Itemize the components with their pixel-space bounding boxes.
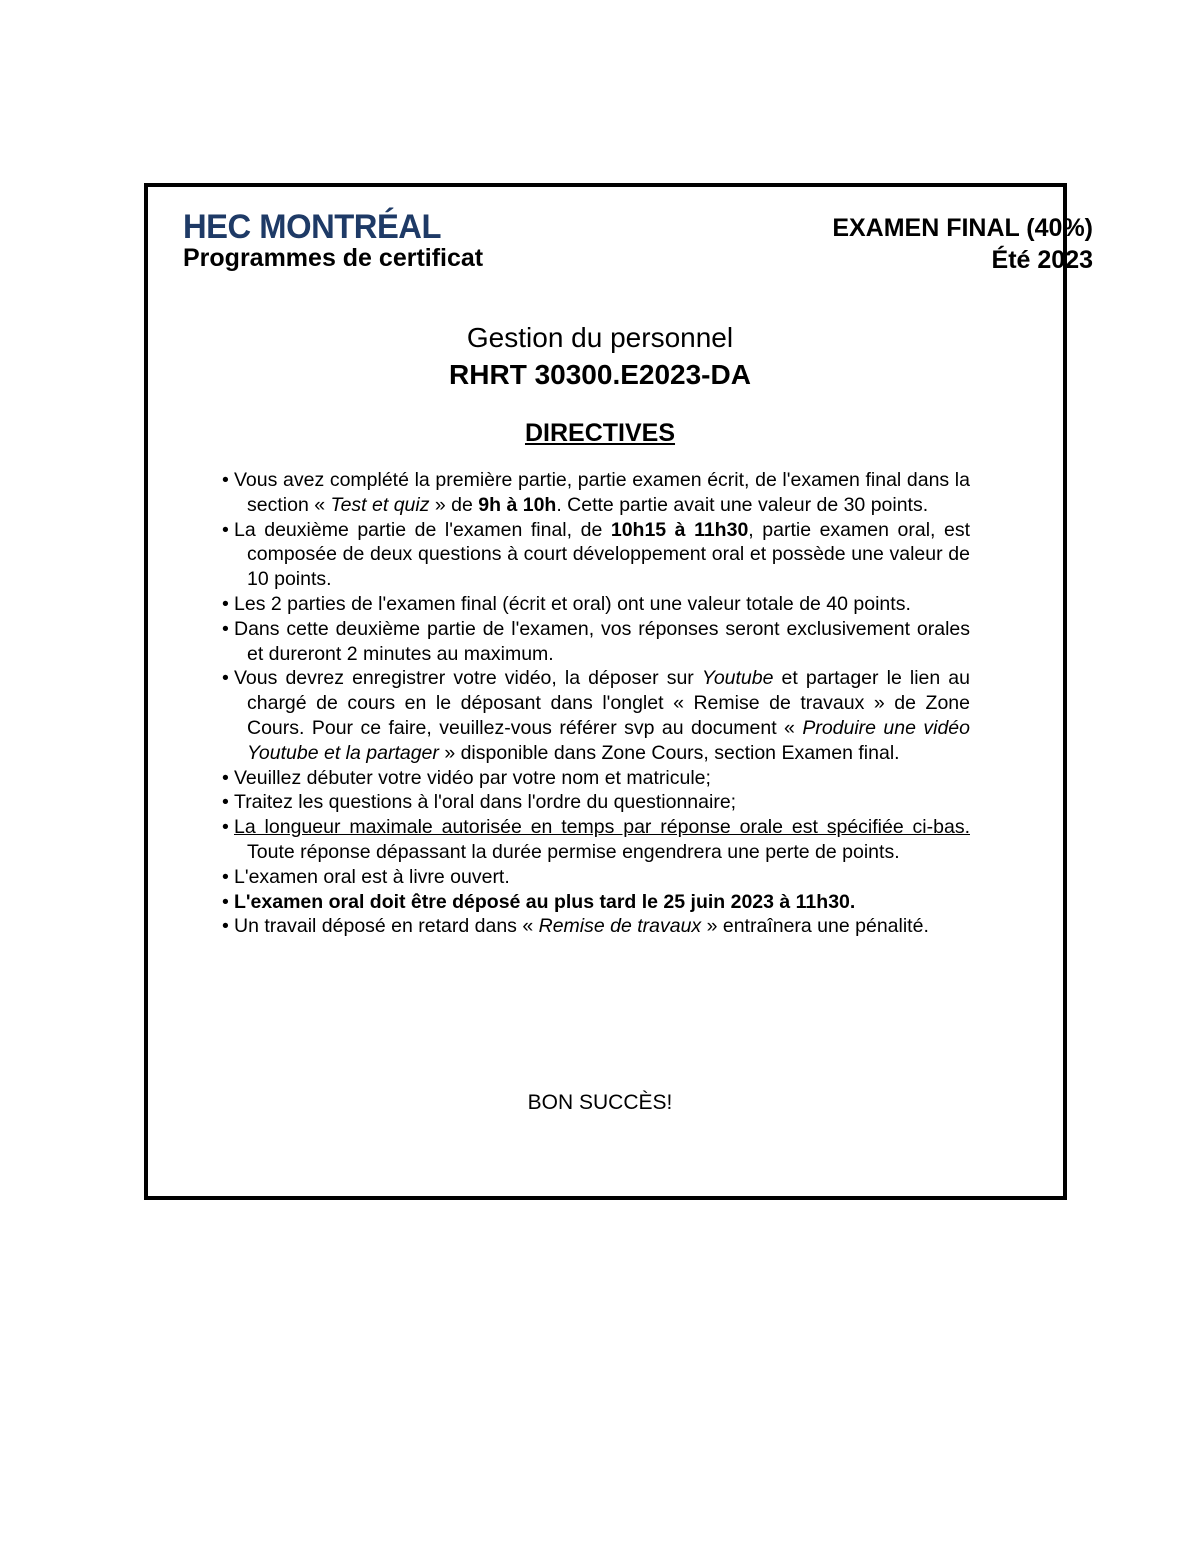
bullet-icon: • <box>222 469 229 491</box>
directive-item-8: • La longueur maximale autorisée en temps par réponse orale est spécifiée ci-bas. Toute réponse dépassant la durée permise engendrera une perte de points. <box>222 816 970 863</box>
directive-item-10: • L'examen oral doit être déposé au plus tard le 25 juin 2023 à 11h30. <box>222 890 856 913</box>
hec-montreal-logo <box>183 207 443 241</box>
exam-title: EXAMEN FINAL (40%) <box>832 214 1093 242</box>
bullet-icon: • <box>222 617 229 640</box>
bullet-icon: • <box>222 816 229 839</box>
bullet-icon: • <box>222 592 229 615</box>
course-name: Gestion du personnel <box>466 322 734 353</box>
svg-text:HEC MONTRÉAL: HEC MONTRÉAL <box>183 208 441 241</box>
program-label: Programmes de certificat <box>183 244 484 272</box>
directive-item-1: • Vous avez complété la première partie, partie examen écrit, de l'examen final dans la section « Test et quiz » de 9h à 10h. Cette partie avait une valeur de 30 points. <box>222 469 970 516</box>
bullet-icon: • <box>222 766 229 789</box>
bullet-icon: • <box>222 518 229 541</box>
directives-title: DIRECTIVES <box>524 419 676 447</box>
course-code: RHRT 30300.E2023-DA <box>449 359 751 390</box>
bullet-icon: • <box>222 667 229 690</box>
bullet-icon: • <box>222 890 229 913</box>
directives-list <box>210 468 970 939</box>
closing-message: BON SUCCÈS! <box>527 1091 673 1114</box>
directive-item-5: • Vous devrez enregistrer votre vidéo, la déposer sur Youtube et partager le lien au chargé de cours en le déposant dans l'onglet « Remise de travaux » de Zone Cours. Pour ce faire, veuillez-vous référer svp au document « Produire une vidéo Youtube et la partager » disponible dans Zone Cours, section Examen final. <box>222 667 970 764</box>
bullet-icon: • <box>222 915 229 938</box>
bullet-icon: • <box>222 791 229 814</box>
exam-session: Été 2023 <box>991 246 1093 274</box>
directive-item-11: • Un travail déposé en retard dans « Remise de travaux » entraînera une pénalité. <box>222 915 929 938</box>
directive-item-7: • Traitez les questions à l'oral dans l'ordre du questionnaire; <box>222 791 737 814</box>
directive-item-2: • La deuxième partie de l'examen final, de 10h15 à 11h30, partie examen oral, est composée de deux questions à court développement oral et possède une valeur de 10 points. <box>222 518 970 591</box>
directive-item-9: • L'examen oral est à livre ouvert. <box>222 865 510 888</box>
directive-item-6: • Veuillez débuter votre vidéo par votre nom et matricule; <box>222 766 711 789</box>
directive-item-4: • Dans cette deuxième partie de l'examen, vos réponses seront exclusivement orales et dureront 2 minutes au maximum. <box>222 617 970 665</box>
directive-item-3: • Les 2 parties de l'examen final (écrit et oral) ont une valeur totale de 40 points. <box>222 592 911 615</box>
bullet-icon: • <box>222 865 229 888</box>
